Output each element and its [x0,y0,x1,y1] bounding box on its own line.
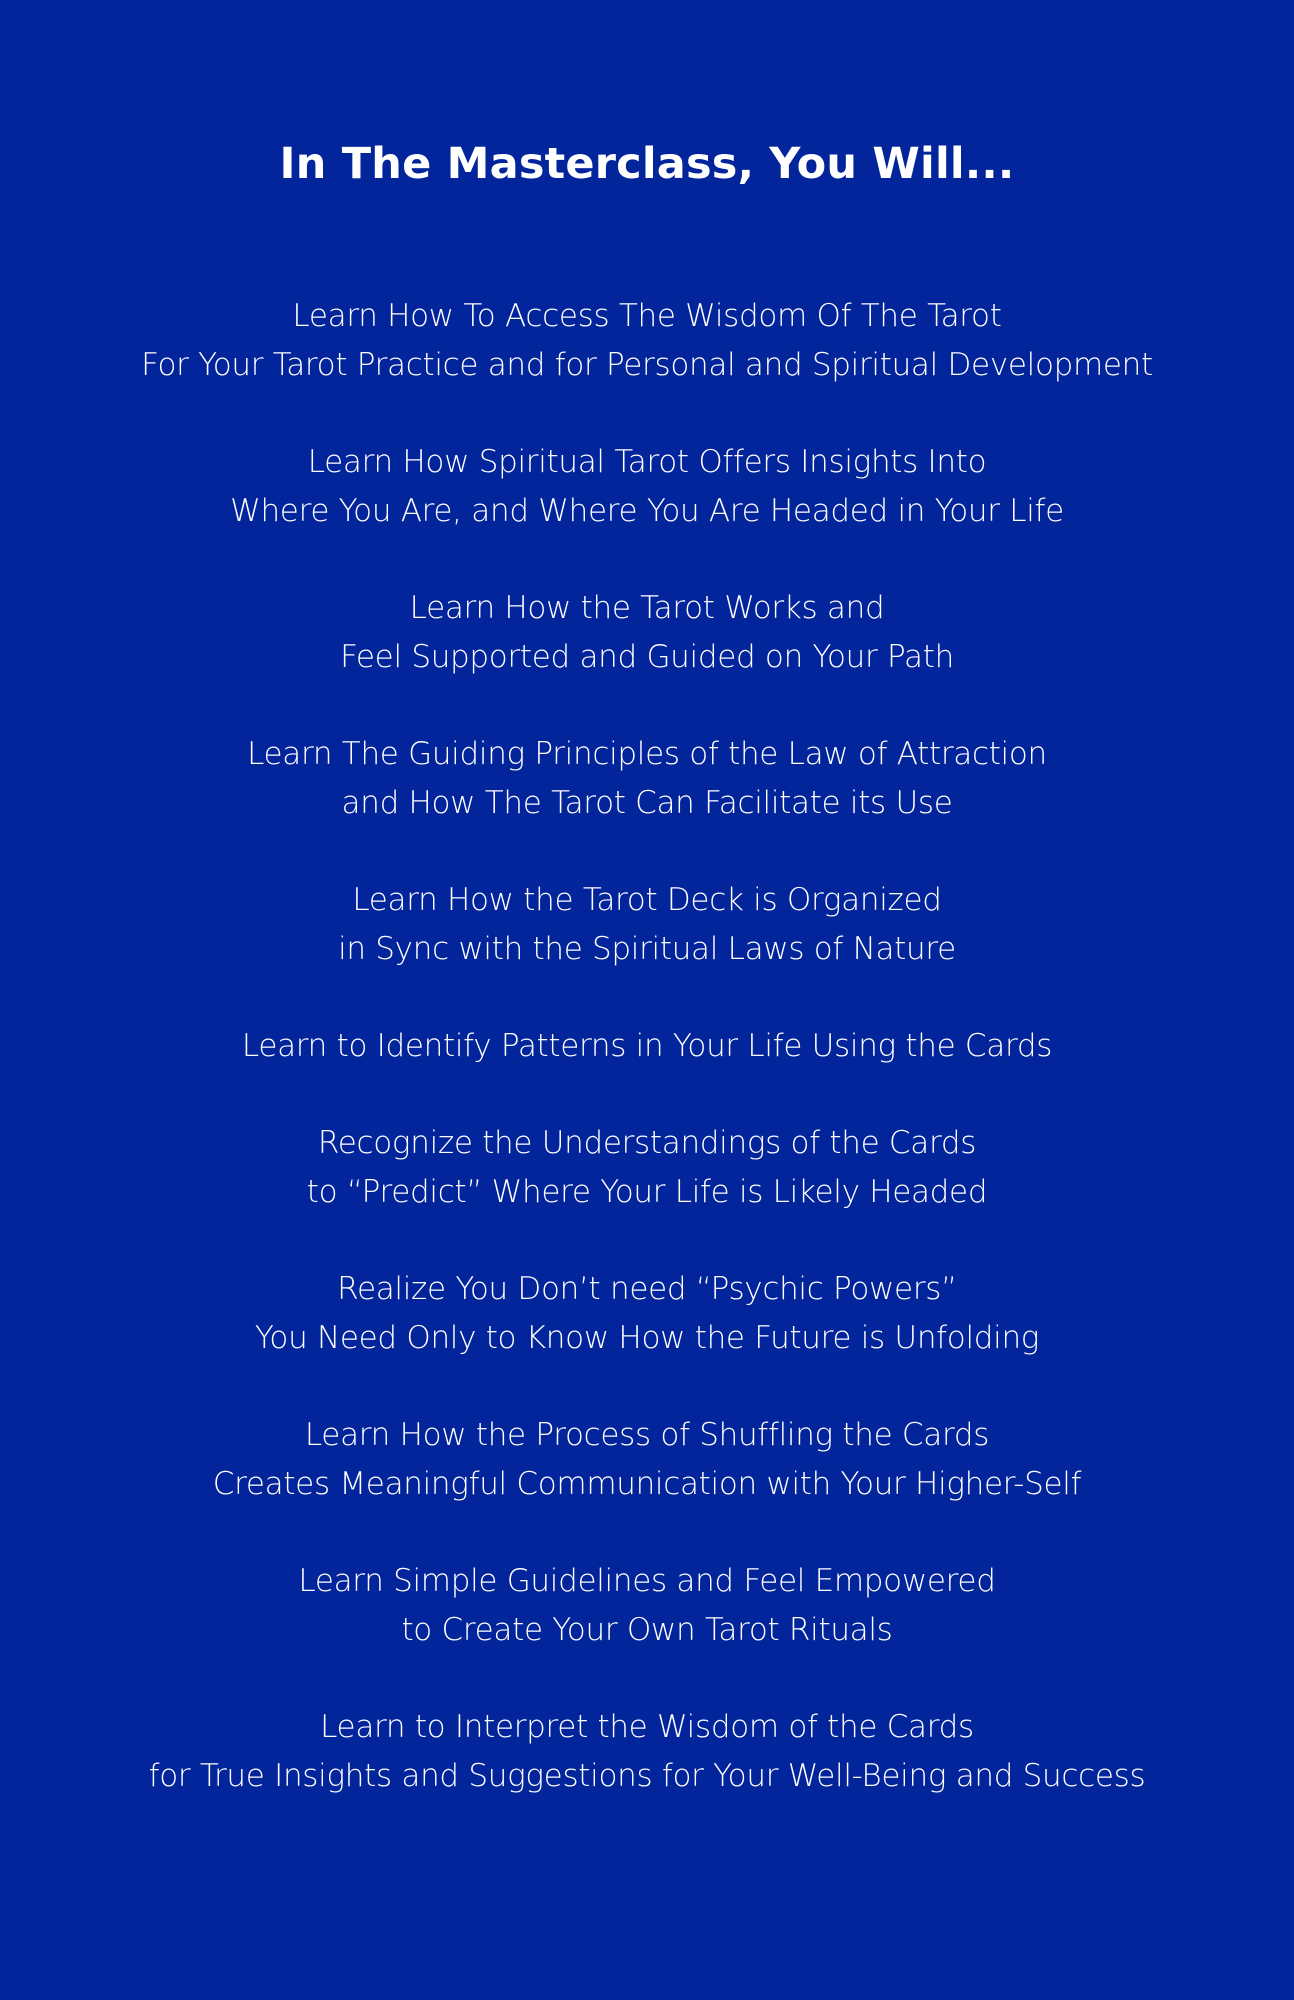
list-item-line-1: Learn to Identify Patterns in Your Life Using the Cards [241,1028,1053,1064]
page-title: In The Masterclass, You Will... [279,139,1015,189]
list-item-line-1: Learn to Interpret the Wisdom of the Cards [320,1709,974,1745]
list-item [0,1022,1294,1071]
list-item-line-2: Where You Are, and Where You Are Headed in Your Life [230,493,1064,529]
list-item-line-2: You Need Only to Know How the Future is Unfolding [254,1320,1040,1356]
list-item-line-1: Learn How the Process of Shuffling the Cards [304,1417,990,1453]
list-item [0,1119,1294,1217]
list-item-line-1: Learn Simple Guidelines and Feel Empowered [298,1563,996,1599]
list-item-line-1: Learn How the Tarot Deck is Organized [352,882,942,918]
list-item-line-1: Recognize the Understandings of the Cards [317,1125,977,1161]
list-item [0,292,1294,390]
list-item-line-2: and How The Tarot Can Facilitate its Use [341,785,953,821]
list-item-line-1: Learn How Spiritual Tarot Offers Insights Into [307,444,987,480]
list-item-line-1: Learn The Guiding Principles of the Law of Attraction [247,736,1047,772]
list-item-line-2: in Sync with the Spiritual Laws of Nature [338,931,956,967]
list-item [0,438,1294,536]
list-item [0,1557,1294,1655]
list-item [0,584,1294,682]
list-item [0,1411,1294,1509]
list-item-line-1: Realize You Don’t need “Psychic Powers” [337,1271,957,1307]
list-item [0,1265,1294,1363]
list-item-line-2: to “Predict” Where Your Life is Likely Headed [306,1174,988,1210]
list-item [0,730,1294,828]
list-item-line-2: For Your Tarot Practice and for Personal and Spiritual Development [141,347,1153,383]
list-item-line-1: Learn How the Tarot Works and [409,590,885,626]
list-item [0,876,1294,974]
list-item-line-2: for True Insights and Suggestions for Your Well-Being and Success [148,1758,1146,1794]
benefits-list [0,292,1294,1801]
list-item-line-2: Creates Meaningful Communication with Your Higher-Self [212,1466,1082,1502]
list-item-line-2: to Create Your Own Tarot Rituals [401,1612,893,1648]
list-item-line-1: Learn How To Access The Wisdom Of The Tarot [292,298,1002,334]
list-item [0,1703,1294,1801]
list-item-line-2: Feel Supported and Guided on Your Path [340,639,954,675]
